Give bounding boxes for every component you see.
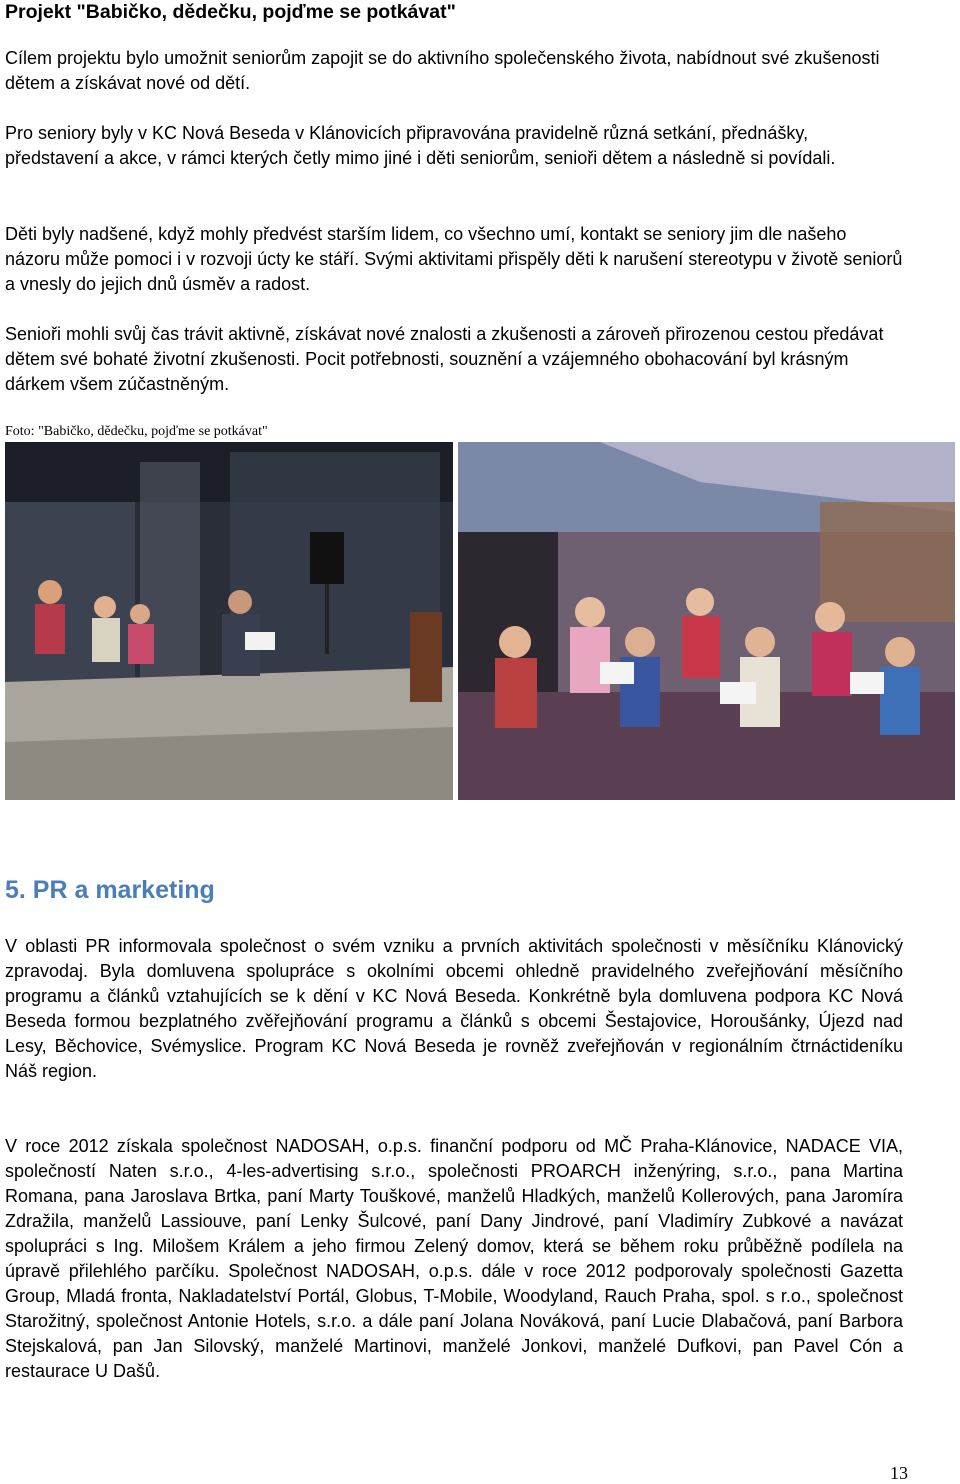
paragraph-seniors: Senioři mohli svůj čas trávit aktivně, získávat nové znalosti a zkušenosti a zároveň přirozenou cestou předávat dětem své bohaté životní zkušenosti. Pocit potřebnosti, souznění a vzájemného obohacování byl krásným dárkem všem zúčastněným.	[5, 324, 884, 394]
paragraph-activities: Pro seniory byly v KC Nová Beseda v Klánovicích připravována pravidelně různá setkání, přednášky, představení a akce, v rámci kterých četly mimo jiné i děti seniorům, senioři dětem a následně si povídali.	[5, 123, 836, 168]
paragraph-sponsors: V roce 2012 získala společnost NADOSAH, o.p.s. finanční podporu od MČ Praha-Klánovice, NADACE VIA, společností Naten s.r.o., 4-les-advertising s.r.o., společnosti PROARCH inženýring, s.r.o., pana Martina Romana, pana Jaroslava Brtka, paní Marty Touškové, manželů Hladkých, manželů Kollerových, pana Jaromíra Zdražila, manželů Lassiouve, paní Lenky Šulcové, paní Dany Jindrové, paní Vladimíry Zubkové a navázat spolupráci s Ing. Milošem Králem a jeho firmou Zelený domov, která se během roku průběžně podílela na úpravě přilehlého parčíku. Společnost NADOSAH, o.p.s. dále v roce 2012 podporovaly společnosti Gazetta Group, Mladá fronta, Nakladatelství Portál, Globus, T-Mobile, Woodyland, Rauch Praha, spol. s r.o., společnost Starožitný, společnost Antonie Hotels, s.r.o. a dále paní Jolana Nováková, paní Lucie Dlabačová, paní Barbora Stejskalová, pan Jan Silovský, manželé Martinovi, manželé Jonkovi, manželé Dufkovi, pan Pavel Cón a restaurace U Dašů.	[5, 1136, 903, 1381]
section-heading: 5. PR a marketing	[5, 876, 215, 904]
photo-children-reading	[458, 442, 955, 800]
photo-caption: Foto: "Babičko, dědečku, pojďme se potkávat"	[5, 424, 268, 439]
paragraph-goal: Cílem projektu bylo umožnit seniorům zapojit se do aktivního společenského života, nabídnout své zkušenosti dětem a získávat nové od dětí.	[5, 48, 880, 93]
photo-strip	[0, 442, 960, 802]
photo-seniors-stage	[5, 442, 453, 800]
project-title: Projekt "Babičko, dědečku, pojďme se potkávat"	[5, 1, 456, 23]
page-number: 13	[890, 1463, 908, 1483]
paragraph-children: Děti byly nadšené, když mohly předvést starším lidem, co všechno umí, kontakt se seniory jim dle našeho názoru může pomoci i v rozvoji úcty ke stáří. Svými aktivitami přispěly děti k narušení stereotypu v životě seniorů a vnesly do jejich dnů úsměv a radost.	[5, 224, 903, 294]
paragraph-pr: V oblasti PR informovala společnost o svém vzniku a prvních aktivitách společnosti v měsíčníku Klánovický zpravodaj. Byla domluvena spolupráce s okolními obcemi ohledně pravidelného zveřejňování měsíčního programu a článků vztahujících se k dění v KC Nová Beseda. Konkrétně byla domluvena podpora KC Nová Beseda formou bezplatného zvěřejňování programu a článků s obcemi Šestajovice, Horoušánky, Újezd nad Lesy, Běchovice, Svémyslice. Program KC Nová Beseda je rovněž zveřejňován v regionálním čtrnáctideníku Náš region.	[5, 936, 903, 1081]
